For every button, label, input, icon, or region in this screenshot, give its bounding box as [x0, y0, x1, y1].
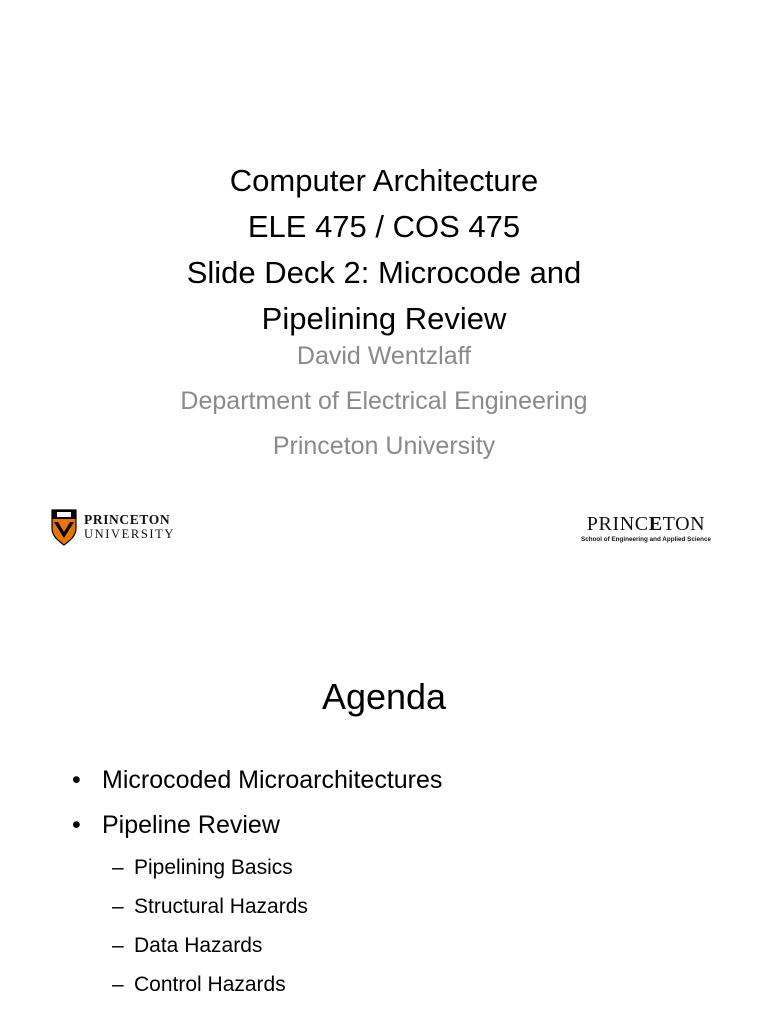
agenda-subitem	[72, 848, 732, 887]
logo-text-line2: UNIVERSITY	[84, 527, 175, 541]
title-line: Slide Deck 2: Microcode and	[186, 255, 582, 290]
sub-bullet-glyph: –	[112, 856, 124, 879]
agenda-item	[72, 758, 732, 803]
agenda-list	[72, 758, 732, 1004]
agenda-item	[72, 803, 732, 848]
agenda-subitem-label: Data Hazards	[134, 934, 263, 957]
sub-bullet-glyph: –	[112, 895, 124, 918]
slide-subtitle	[0, 334, 768, 469]
agenda-subitem	[72, 926, 732, 965]
engineering-wordmark: PRINCETON	[586, 513, 706, 535]
title-line: Pipelining Review	[261, 301, 507, 336]
author-name: David Wentzlaff	[296, 342, 472, 370]
agenda-subitem-label: Structural Hazards	[134, 895, 308, 918]
logo-text-line1: PRINCETON	[84, 512, 171, 527]
princeton-shield-icon	[50, 508, 78, 546]
title-line: ELE 475 / COS 475	[247, 209, 521, 244]
agenda-subitem	[72, 965, 732, 1004]
agenda-item-label: Microcoded Microarchitectures	[102, 766, 443, 794]
princeton-university-logo	[50, 507, 175, 547]
princeton-engineering-logo	[576, 513, 716, 545]
department-name: Department of Electrical Engineering	[180, 387, 588, 415]
title-line: Computer Architecture	[229, 163, 539, 198]
agenda-title: Agenda	[321, 676, 447, 717]
sub-bullet-glyph: –	[112, 973, 124, 996]
agenda-subitem	[72, 887, 732, 926]
slide-title	[0, 158, 768, 342]
engineering-tagline: School of Engineering and Applied Science	[581, 536, 711, 543]
bullet-glyph: •	[72, 811, 81, 839]
bullet-glyph: •	[72, 766, 81, 794]
university-name: Princeton University	[272, 432, 496, 460]
agenda-subitem-label: Control Hazards	[134, 973, 286, 996]
agenda-slide	[0, 600, 768, 1024]
agenda-item-label: Pipeline Review	[102, 811, 280, 839]
agenda-subitem-label: Pipelining Basics	[134, 856, 293, 879]
sub-bullet-glyph: –	[112, 934, 124, 957]
